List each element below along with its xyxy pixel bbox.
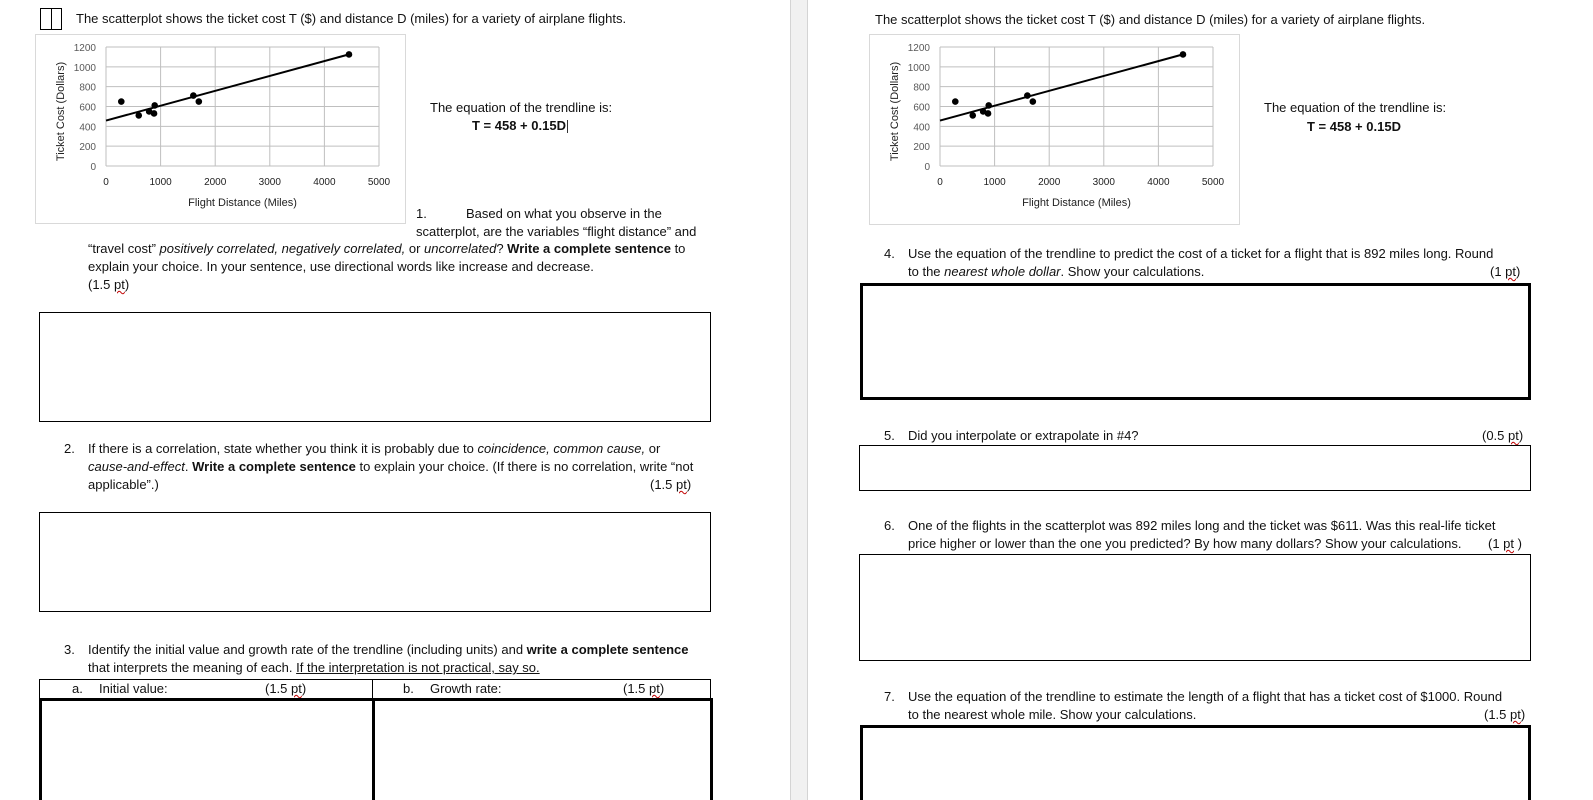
y-tick-label: 0	[924, 162, 930, 173]
data-point	[985, 110, 992, 117]
q2-points: (1.5 pt)	[650, 477, 692, 492]
q3b-points: (1.5 pt)	[623, 681, 665, 696]
y-tick-label: 1200	[907, 43, 930, 54]
x-axis-label: Flight Distance (Miles)	[188, 197, 297, 209]
scatterplot-svg	[870, 35, 1239, 224]
y-tick-label: 1000	[907, 62, 930, 74]
q3a-letter: a.	[72, 681, 83, 696]
data-point	[346, 51, 353, 58]
q3-line2: that interprets the meaning of each. If the interpretation is not practical, say so.	[88, 660, 540, 675]
q6-line2: price higher or lower than the one you predicted? By how many dollars? Show your calculations.	[908, 536, 1462, 551]
q3a-label: Initial value:	[99, 681, 168, 696]
y-tick-label: 800	[913, 82, 930, 94]
y-tick-label: 600	[913, 102, 930, 114]
data-point	[952, 98, 959, 105]
q7-line1: Use the equation of the trendline to estimate the length of a flight that has a ticket cost of $1000. Round	[908, 689, 1503, 704]
q2-line2: cause-and-effect. Write a complete sentence to explain your choice. (If there is no correlation, write “not	[88, 459, 694, 474]
y-tick-label: 1000	[73, 62, 96, 74]
x-tick-label: 4000	[313, 177, 336, 188]
left-trendline-label: The equation of the trendline is:	[430, 100, 613, 115]
right-intro-text: The scatterplot shows the ticket cost T ($) and distance D (miles) for a variety of airplane flights.	[875, 12, 1426, 27]
data-point	[151, 110, 158, 117]
q6-line1: One of the flights in the scatterplot was 892 miles long and the ticket was $611. Was this real-life ticket	[908, 518, 1496, 533]
x-tick-label: 4000	[1147, 177, 1170, 188]
q7-line2: to the nearest whole mile. Show your calculations.	[908, 707, 1197, 722]
q2-number: 2.	[64, 441, 75, 456]
scatterplot-chart-left	[35, 34, 406, 224]
data-point	[1024, 92, 1031, 99]
data-point	[196, 98, 203, 105]
q2-answer-box[interactable]	[39, 512, 711, 612]
q5-answer-box[interactable]	[859, 445, 1531, 491]
data-point	[1180, 51, 1187, 58]
left-trendline-equation	[472, 117, 568, 135]
y-tick-label: 600	[79, 102, 96, 114]
x-tick-label: 0	[103, 177, 109, 188]
q3a-answer-box[interactable]	[39, 698, 375, 800]
q6-number: 6.	[884, 518, 895, 533]
x-tick-label: 5000	[1201, 177, 1225, 188]
trendline	[940, 54, 1183, 120]
data-point	[985, 102, 992, 109]
right-trendline-equation: T = 458 + 0.15D	[1307, 119, 1401, 134]
text-boundary-mark	[40, 8, 62, 30]
y-tick-label: 800	[79, 82, 96, 94]
q3b-label: Growth rate:	[430, 681, 502, 696]
trendline	[106, 54, 349, 120]
q6-answer-box[interactable]	[859, 554, 1531, 661]
q5-points: (0.5 pt)	[1482, 428, 1524, 443]
x-tick-label: 3000	[258, 177, 281, 188]
q4-line2: to the nearest whole dollar. Show your calculations.	[908, 264, 1205, 279]
left-intro-text: The scatterplot shows the ticket cost T ($) and distance D (miles) for a variety of airplane flights.	[76, 11, 627, 26]
q3-number: 3.	[64, 642, 75, 657]
data-point	[135, 112, 142, 119]
q7-points: (1.5 pt)	[1484, 707, 1526, 722]
q3a-points: (1.5 pt)	[265, 681, 307, 696]
q1-line2: scatterplot, are the variables “flight distance” and	[416, 224, 697, 239]
q5-number: 5.	[884, 428, 895, 443]
q1-points: (1.5 pt)	[88, 277, 130, 292]
q3b-letter: b.	[403, 681, 414, 696]
q4-answer-box[interactable]	[860, 283, 1531, 400]
q4-number: 4.	[884, 246, 895, 261]
q1-number: 1.	[416, 206, 427, 221]
left-trendline-equation-text: T = 458 + 0.15D	[472, 118, 566, 133]
x-tick-label: 1000	[149, 177, 172, 188]
data-point	[969, 112, 976, 119]
y-axis-label: Ticket Cost (Dollars)	[889, 61, 901, 162]
y-tick-label: 1200	[73, 43, 96, 54]
scatterplot-chart-right	[869, 34, 1240, 225]
q1-line3: “travel cost” positively correlated, negatively correlated, or uncorrelated? Write a complete sentence to	[88, 241, 686, 256]
data-point	[151, 102, 158, 109]
right-trendline-label: The equation of the trendline is:	[1264, 100, 1447, 115]
q3-line1: Identify the initial value and growth rate of the trendline (including units) and write a complete sentence	[88, 642, 689, 657]
data-point	[190, 92, 197, 99]
scatterplot-svg	[36, 35, 405, 223]
y-tick-label: 400	[913, 122, 930, 134]
q2-line1: If there is a correlation, state whether you think it is probably due to coincidence, common cause, or	[88, 441, 661, 456]
q7-number: 7.	[884, 689, 895, 704]
q6-points: (1 pt )	[1488, 536, 1522, 551]
data-point	[118, 98, 125, 105]
page-gap	[790, 0, 808, 800]
x-tick-label: 2000	[204, 177, 227, 188]
x-tick-label: 5000	[367, 177, 391, 188]
q1-line1: Based on what you observe in the	[466, 206, 662, 221]
q7-answer-box[interactable]	[860, 725, 1531, 800]
q1-answer-box[interactable]	[39, 312, 711, 422]
x-tick-label: 0	[937, 177, 943, 188]
q4-points: (1 pt)	[1490, 264, 1521, 279]
x-tick-label: 3000	[1092, 177, 1115, 188]
q1-line4: explain your choice. In your sentence, use directional words like increase and decrease.	[88, 259, 594, 274]
x-tick-label: 1000	[983, 177, 1006, 188]
y-tick-label: 0	[90, 162, 96, 173]
data-point	[1030, 98, 1037, 105]
text-cursor	[567, 120, 568, 133]
q3b-answer-box[interactable]	[372, 698, 713, 800]
q2-line3: applicable”.)	[88, 477, 159, 492]
q4-line1: Use the equation of the trendline to predict the cost of a ticket for a flight that is 892 miles long. Round	[908, 246, 1494, 261]
y-tick-label: 400	[79, 122, 96, 134]
y-axis-label: Ticket Cost (Dollars)	[55, 61, 67, 162]
x-axis-label: Flight Distance (Miles)	[1022, 197, 1131, 209]
q3-header-cell-a	[39, 679, 373, 699]
x-tick-label: 2000	[1038, 177, 1061, 188]
y-tick-label: 200	[79, 142, 96, 154]
q5-text: Did you interpolate or extrapolate in #4?	[908, 428, 1139, 443]
y-tick-label: 200	[913, 142, 930, 154]
